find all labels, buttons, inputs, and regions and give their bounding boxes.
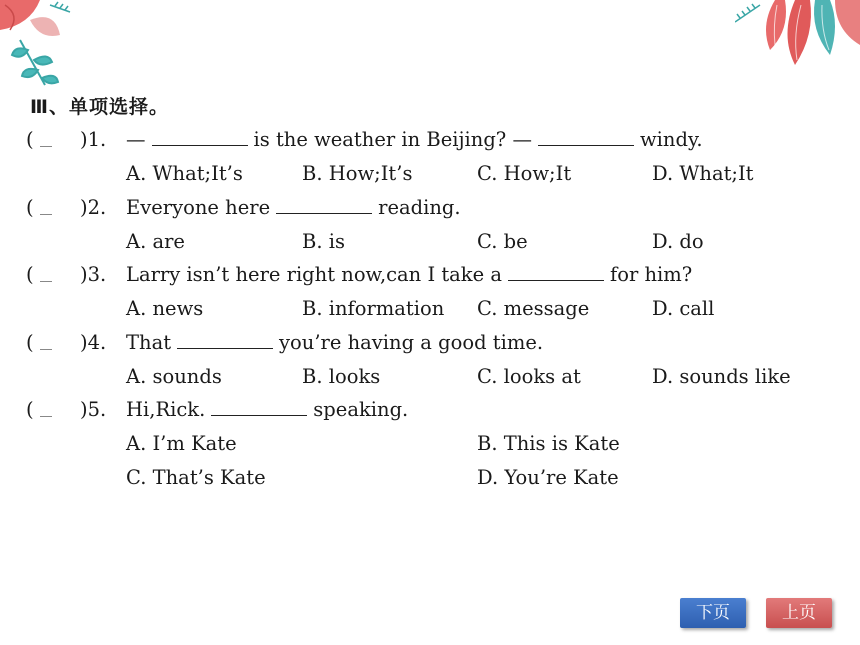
question-stem: That you’re having a good time.: [126, 331, 544, 354]
next-page-button[interactable]: 下页: [680, 598, 746, 628]
option-a: A. What;It’s: [126, 162, 243, 185]
option-b: B. How;It’s: [302, 162, 413, 185]
answer-blank[interactable]: [508, 266, 604, 281]
option-b: B. This is Kate: [477, 432, 620, 455]
option-d: D. call: [652, 297, 715, 320]
question-number: )4.: [80, 331, 107, 354]
question-stem: Everyone here reading.: [126, 196, 461, 219]
leaf-decoration-top-left: [0, 0, 90, 95]
question-number: )5.: [80, 398, 107, 421]
option-c: C. looks at: [477, 365, 581, 388]
option-b: B. looks: [302, 365, 381, 388]
option-b: B. information: [302, 297, 445, 320]
option-a: A. sounds: [126, 365, 222, 388]
option-d: D. sounds like: [652, 365, 791, 388]
answer-blank[interactable]: [276, 199, 372, 214]
option-a: A. are: [126, 230, 185, 253]
option-b: B. is: [302, 230, 345, 253]
option-d: D. do: [652, 230, 704, 253]
answer-blank[interactable]: [152, 131, 248, 146]
answer-paren: (: [26, 263, 58, 286]
option-a: A. I’m Kate: [126, 432, 237, 455]
leaf-decoration-top-right: [735, 0, 860, 75]
question-stem: Hi,Rick. speaking.: [126, 398, 409, 421]
section-title: Ⅲ、单项选择。: [30, 96, 169, 118]
option-d: D. You’re Kate: [477, 466, 619, 489]
question-stem: — is the weather in Beijing? — windy.: [126, 128, 703, 151]
option-c: C. That’s Kate: [126, 466, 266, 489]
question-number: )3.: [80, 263, 107, 286]
answer-blank[interactable]: [538, 131, 634, 146]
option-c: C. How;It: [477, 162, 572, 185]
answer-paren: (: [26, 196, 58, 219]
answer-paren: (: [26, 331, 58, 354]
option-d: D. What;It: [652, 162, 754, 185]
answer-paren: (: [26, 128, 58, 151]
option-c: C. message: [477, 297, 590, 320]
option-a: A. news: [126, 297, 204, 320]
answer-paren: (: [26, 398, 58, 421]
question-number: )1.: [80, 128, 107, 151]
previous-page-button[interactable]: 上页: [766, 598, 832, 628]
answer-blank[interactable]: [211, 401, 307, 416]
option-c: C. be: [477, 230, 528, 253]
answer-blank[interactable]: [177, 334, 273, 349]
question-stem: Larry isn’t here right now,can I take a for him?: [126, 263, 693, 286]
question-number: )2.: [80, 196, 107, 219]
